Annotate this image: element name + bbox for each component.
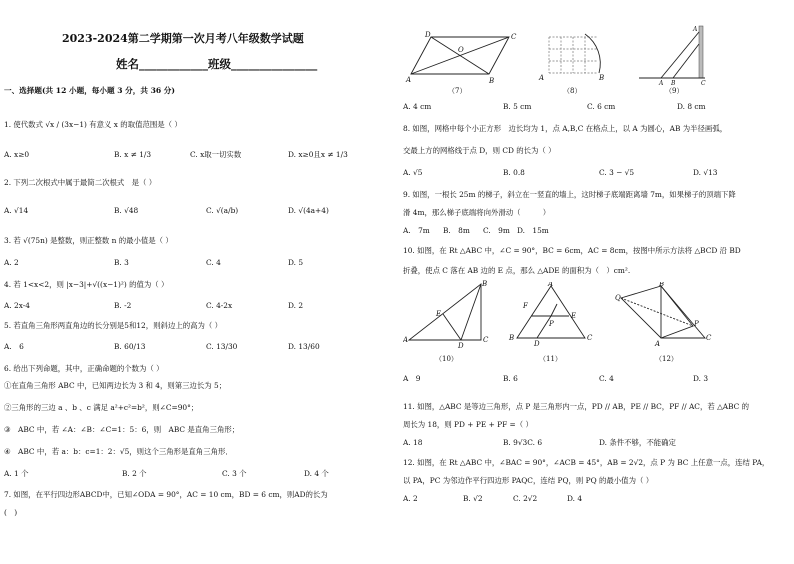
fig9-label-c: C (701, 80, 706, 86)
q10-option-b: B. 6 (503, 374, 518, 383)
fig11-label-b: B (509, 334, 515, 342)
q10-line-2: 折叠，使点 C 落在 AB 边的 E 点，那么 △ADE 的面积为（ ）cm². (403, 266, 631, 275)
fig11-label-c: C (587, 334, 593, 342)
fig12-label-q: Q (615, 294, 621, 302)
fig11-label-f: F (523, 302, 528, 310)
q8-option-b: B. 0.8 (503, 168, 525, 177)
exam-title: 2023-2024第二学期第一次月考八年级数学试题 (62, 32, 304, 45)
q11-option-a: A. 18 (403, 438, 423, 447)
q6-option-a: A. 1 个 (4, 469, 29, 478)
q2-option-d: D. √(4a+4) (288, 206, 329, 215)
fig12-label-a: A (655, 340, 661, 348)
q3-option-d: D. 5 (288, 258, 304, 267)
fig12-label-c: C (706, 334, 712, 342)
q8-line-2: 交最上方的网格线于点 D，则 CD 的长为（ ） (403, 146, 556, 155)
q6-item-1: ①在直角三角形 ABC 中，已知两边长为 3 和 4，则第三边长为 5； (4, 381, 227, 390)
fig12-label-b: B (659, 282, 665, 288)
fig10-caption: （10） (435, 355, 458, 363)
q2-stem: 2. 下列二次根式中属于最简二次根式 是（ ） (4, 178, 157, 187)
q10-option-c: C. 4 (599, 374, 614, 383)
q7-option-b: B. 5 cm (503, 102, 532, 111)
q5-option-d: D. 13/60 (288, 342, 320, 351)
q12-option-a: A. 2 (403, 494, 418, 503)
fig7-label-b: B (489, 77, 495, 85)
q6-option-d: D. 4 个 (304, 469, 329, 478)
fig10-label-d: D (458, 342, 464, 348)
q7-option-d: D. 8 cm (677, 102, 706, 111)
q3-stem: 3. 若 √(75n) 是整数，则正整数 n 的最小值是（ ） (4, 236, 173, 245)
fig10-label-a: A (403, 336, 409, 344)
fig10-label-e: E (436, 310, 442, 318)
fig10-label-c: C (483, 336, 489, 344)
q10-option-a: A 9 (403, 374, 421, 383)
figure-9-wall (699, 26, 703, 78)
q5-option-c: C. 13/30 (206, 342, 238, 351)
q11-option-d: D. 条件不够，不能确定 (599, 438, 676, 447)
q4-option-b: B. -2 (114, 301, 132, 310)
name-class-line: 姓名____________班级_______________ (116, 57, 318, 71)
fig11-label-e: E (571, 312, 577, 320)
fig8-label-a: A (539, 74, 545, 82)
figure-8-gridlines (549, 37, 597, 73)
fig7-label-c: C (511, 33, 517, 41)
q3-option-c: C. 4 (206, 258, 221, 267)
q4-option-a: A. 2x-4 (4, 301, 30, 310)
q9-option-c: C. 9m (483, 226, 510, 235)
q9-option-b: B. 8m (443, 226, 470, 235)
q6-item-4: ④ ABC 中，若 a：b：c=1：2：√5，则这个三角形是直角三角形． (4, 447, 233, 456)
q1-option-b: B. x ≠ 1/3 (114, 150, 152, 159)
q6-option-b: B. 2 个 (122, 469, 147, 478)
q6-item-3: ③ ABC 中，若 ∠A：∠B：∠C=1：5：6，则 ABC 是直角三角形； (4, 425, 240, 434)
q7-stem-tail: ( ) (4, 508, 18, 517)
q9-option-a: A. 7m (403, 226, 430, 235)
q8-option-d: D. √13 (693, 168, 718, 177)
fig9-label-b: B (671, 80, 676, 86)
figure-12-lines (621, 286, 705, 338)
q7-stem: 7. 如图，在平行四边形ABCD中，已知∠ODA = 90°，AC = 10 cm，BD = 6 cm，则AD的长为 (4, 490, 328, 499)
q9-line-1: 9. 如图，一根长 25m 的梯子，斜立在一竖直的墙上，这时梯子底端距离墙 7m，如果梯子的顶端下降 (403, 190, 736, 199)
q2-option-b: B. √48 (114, 206, 139, 215)
q11-line-1: 11. 如图，△ABC 是等边三角形，点 P 是三角形内一点，PD // AB，PE // BC，PF // AC，若 △ABC 的 (403, 402, 750, 411)
figure-11-equilateral (507, 282, 597, 348)
fig9-caption: （9） (665, 87, 684, 95)
fig7-label-o: O (458, 46, 464, 54)
right-column (397, 0, 794, 564)
q1-option-d: D. x≥0且x ≠ 1/3 (288, 150, 348, 159)
q5-option-a: A. 6 (4, 342, 24, 351)
q8-line-1: 8. 如图，网格中每个小正方形 边长均为 1，点 A,B,C 在格点上，以 A 为圆心，AB 为半径画弧， (403, 124, 728, 133)
q11-line-2: 周长为 18，则 PD + PE + PF =（ ） (403, 420, 533, 429)
q7-option-c: C. 6 cm (587, 102, 616, 111)
q3-option-a: A. 2 (4, 258, 19, 267)
fig7-caption: （7） (448, 87, 467, 95)
fig7-label-a: A (406, 76, 412, 84)
fig11-label-p: P (549, 320, 554, 328)
fig10-label-b: B (482, 280, 488, 288)
q7-option-a: A. 4 cm (403, 102, 432, 111)
fig12-label-p: P (694, 320, 699, 328)
q12-option-d: D. 4 (567, 494, 583, 503)
q12-line-1: 12. 如图，在 Rt △ABC 中，∠BAC = 90°，∠ACB = 45°，AB = 2√2，点 P 为 BC 上任意一点，连结 PA， (403, 458, 770, 467)
q8-option-c: C. 3 − √5 (599, 168, 635, 177)
q2-option-c: C. √(a/b) (206, 206, 239, 215)
figure-12-parallelogram (615, 282, 715, 348)
q1-stem: 1. 使代数式 √x / (3x−1) 有意义 x 的取值范围是（ ） (4, 120, 182, 129)
fig11-label-a: A (548, 282, 554, 288)
q11-option-bc: B. 9√3C. 6 (503, 438, 543, 447)
fig11-label-d: D (534, 340, 540, 348)
q6-item-2: ②三角形的三边 a 、b 、c 满足 a²+c²=b²，则∠C=90°； (4, 403, 199, 412)
fig12-caption: （12） (655, 355, 678, 363)
q9-option-d: D. 15m (517, 226, 549, 235)
q5-option-b: B. 60/13 (114, 342, 146, 351)
figure-8-arc (585, 34, 600, 73)
section-heading: 一、选择题(共 12 小题，每小题 3 分，共 36 分) (4, 86, 175, 95)
q10-option-d: D. 3 (693, 374, 709, 383)
q8-option-a: A. √5 (403, 168, 423, 177)
figure-7-lines (411, 37, 509, 74)
fig11-caption: （11） (539, 355, 562, 363)
q6-option-c: C. 3 个 (222, 469, 247, 478)
q4-option-d: D. 2 (288, 301, 304, 310)
figure-8-grid (537, 30, 609, 86)
fig7-label-d: D (425, 31, 431, 39)
q4-option-c: C. 4-2x (206, 301, 233, 310)
fig8-label-b: B (599, 74, 605, 82)
q2-option-a: A. √14 (4, 206, 29, 215)
figure-7-parallelogram (405, 30, 523, 85)
figure-10-lines (409, 284, 481, 340)
figure-10-triangle (403, 278, 493, 348)
q12-option-c: C. 2√2 (513, 494, 538, 503)
q1-option-a: A. x≥0 (4, 150, 30, 159)
q3-option-b: B. 3 (114, 258, 129, 267)
q9-line-2: 滑 4m，那么梯子底端将向外滑动（ ） (403, 208, 551, 217)
figure-9-ladder (619, 22, 719, 86)
q5-stem: 5. 若直角三角形两直角边的长分别是5和12，则斜边上的高为（ ） (4, 321, 223, 330)
q6-stem: 6. 给出下列命题，其中，正确命题的个数为（ ） (4, 364, 164, 373)
q12-option-b: B. √2 (463, 494, 483, 503)
fig9-label-a1: A (693, 26, 698, 33)
fig9-label-a: A (659, 80, 664, 86)
q12-line-2: 以 PA，PC 为邻边作平行四边形 PAQC，连结 PQ，则 PQ 的最小值为（ ） (403, 476, 654, 485)
q1-option-c: C. x取一切实数 (190, 150, 242, 159)
q10-line-1: 10. 如图，在 Rt △ABC 中，∠C = 90°，BC = 6cm，AC = 8cm，按图中所示方法将 △BCD 沿 BD (403, 246, 741, 255)
figure-9-lines (639, 32, 705, 78)
q4-stem: 4. 若 1<x<2，则 |x−3|+√((x−1)²) 的值为（ ） (4, 280, 169, 289)
fig8-caption: （8） (563, 87, 582, 95)
